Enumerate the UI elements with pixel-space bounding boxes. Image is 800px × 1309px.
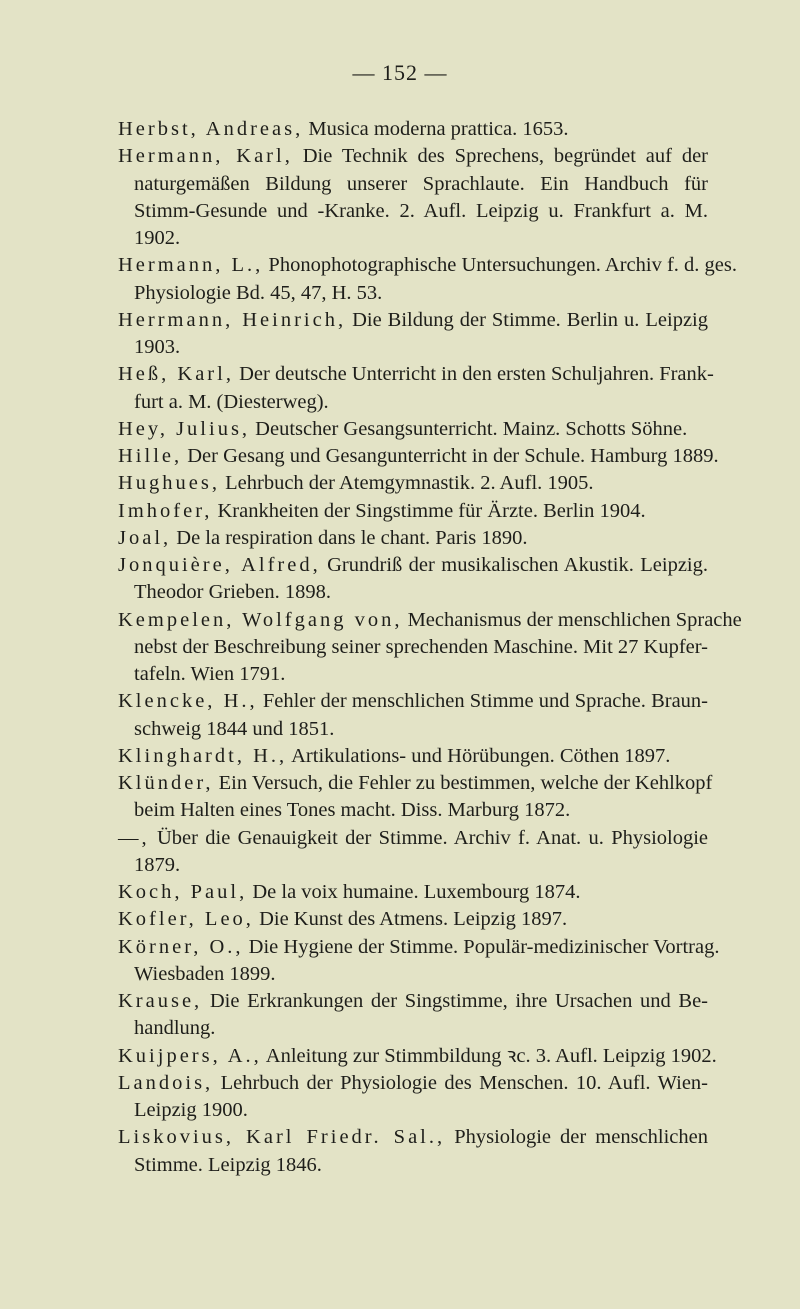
- entry-text: De la voix humaine. Luxembourg 1874.: [252, 881, 581, 903]
- entry-text: Ein Versuch, die Fehler zu bestimmen, welche der Kehlkopf: [218, 772, 713, 794]
- entry-line: [118, 634, 708, 661]
- entry-text: nebst der Beschreibung seiner sprechenden Maschine. Mit 27 Kupfer-: [134, 635, 708, 658]
- entry-line: [118, 770, 713, 797]
- entry-author: Klinghardt, H.,: [118, 744, 288, 767]
- entry-text: Über die Genauigkeit der Stimme. Archiv f. Anat. u. Physiologie: [156, 826, 709, 849]
- entry-author: Klünder,: [118, 772, 214, 794]
- entry-text: Fehler der menschlichen Stimme und Sprache. Braun-: [262, 690, 709, 713]
- entry-text: tafeln. Wien 1791.: [134, 663, 286, 685]
- entry-line: [118, 198, 708, 225]
- bibliography-entry: [118, 1070, 708, 1125]
- entry-text: Grundriß der musikalischen Akustik. Leipzig.: [327, 554, 708, 576]
- entry-text: De la respiration dans le chant. Paris 1890.: [176, 526, 528, 549]
- entry-line: [118, 1097, 708, 1124]
- entry-author: Hille,: [118, 445, 183, 467]
- entry-text: 1902.: [134, 227, 181, 249]
- bibliography-entry: [118, 252, 737, 307]
- entry-line: [118, 879, 708, 906]
- entry-text: Musica moderna prattica. 1653.: [308, 118, 569, 140]
- entry-text: Die Hygiene der Stimme. Populär-medizinischer Vortrag.: [248, 935, 720, 958]
- entry-text: Stimm-Gesunde und -Kranke. 2. Aufl. Leipzig u. Frankfurt a. M.: [134, 199, 708, 222]
- bibliography-entry: [118, 443, 719, 470]
- entry-line: [118, 825, 708, 852]
- entry-line: [118, 443, 719, 470]
- bibliography-list: [118, 116, 742, 1179]
- bibliography-entry: [118, 1124, 708, 1179]
- entry-author: Koch, Paul,: [118, 881, 248, 903]
- entry-author: Hermann, L.,: [118, 254, 264, 277]
- entry-line: [118, 171, 708, 198]
- entry-text: furt a. M. (Diesterweg).: [134, 390, 329, 413]
- entry-line: [118, 716, 708, 743]
- entry-author: Herrmann, Heinrich,: [118, 308, 347, 331]
- entry-author: Heß, Karl,: [118, 363, 234, 386]
- entry-line: [118, 797, 708, 824]
- bibliography-entry: [118, 988, 708, 1043]
- entry-line: [118, 934, 720, 961]
- entry-author: Hermann, Karl,: [118, 145, 293, 168]
- entry-author: Kempelen, Wolfgang von,: [118, 608, 403, 631]
- bibliography-entry: [118, 906, 708, 933]
- bibliography-entry: [118, 307, 708, 362]
- entry-text: schweig 1844 und 1851.: [134, 717, 335, 740]
- entry-line: [118, 852, 708, 879]
- bibliography-entry: [118, 470, 708, 497]
- bibliography-entry: [118, 607, 742, 689]
- page-number: — 152 —: [352, 60, 448, 85]
- entry-text: Phonophotographische Untersuchungen. Archiv f. d. ges.: [268, 254, 737, 277]
- bibliography-entry: [118, 498, 708, 525]
- entry-text: Krankheiten der Singstimme für Ärzte. Berlin 1904.: [217, 499, 646, 522]
- entry-line: [118, 607, 742, 634]
- entry-text: Die Erkrankungen der Singstimme, ihre Ursachen und Be-: [209, 990, 709, 1012]
- bibliography-entry: [118, 116, 708, 143]
- entry-text: Lehrbuch der Physiologie des Menschen. 10. Aufl. Wien-: [220, 1071, 708, 1094]
- entry-text: Der deutsche Unterricht in den ersten Schuljahren. Frank-: [239, 363, 714, 386]
- entry-author: Krause,: [118, 990, 203, 1012]
- bibliography-entry: [118, 934, 720, 989]
- entry-line: [118, 361, 714, 388]
- entry-line: [118, 1152, 708, 1179]
- entry-text: Lehrbuch der Atemgymnastik. 2. Aufl. 1905.: [225, 472, 594, 495]
- entry-line: [118, 1124, 708, 1151]
- entry-line: [118, 688, 708, 715]
- entry-author: —,: [118, 826, 150, 849]
- bibliography-entry: [118, 525, 708, 552]
- entry-line: [118, 1043, 717, 1070]
- entry-line: [118, 307, 708, 334]
- entry-line: [118, 552, 708, 579]
- entry-author: Klencke, H.,: [118, 690, 258, 713]
- entry-line: [118, 416, 708, 443]
- bibliography-entry: [118, 143, 708, 252]
- entry-author: Liskovius, Karl Friedr. Sal.,: [118, 1126, 446, 1149]
- bibliography-entry: [118, 688, 708, 743]
- entry-line: [118, 280, 708, 307]
- bibliography-entry: [118, 743, 708, 770]
- entry-line: [118, 470, 708, 497]
- bibliography-entry: [118, 552, 708, 607]
- entry-text: handlung.: [134, 1017, 216, 1040]
- entry-author: Kuijpers, A.,: [118, 1044, 262, 1067]
- bibliography-entry: [118, 879, 708, 906]
- entry-text: 1879.: [134, 853, 181, 876]
- entry-text: Leipzig 1900.: [134, 1099, 248, 1121]
- entry-text: Physiologie Bd. 45, 47, H. 53.: [134, 281, 383, 304]
- entry-line: [118, 579, 708, 606]
- entry-author: Landois,: [118, 1071, 214, 1094]
- entry-line: [118, 1015, 708, 1042]
- entry-text: Physiologie der menschlichen: [454, 1126, 708, 1149]
- entry-text: naturgemäßen Bildung unserer Sprachlaute. Ein Handbuch für: [134, 172, 708, 195]
- entry-author: Imhofer,: [118, 499, 213, 522]
- entry-text: Deutscher Gesangsunterricht. Mainz. Schotts Söhne.: [255, 417, 688, 440]
- entry-author: Kofler, Leo,: [118, 908, 254, 931]
- entry-text: beim Halten eines Tones macht. Diss. Marburg 1872.: [134, 799, 571, 822]
- entry-line: [118, 389, 708, 416]
- entry-line: [118, 961, 708, 988]
- entry-line: [118, 988, 708, 1015]
- entry-text: Stimme. Leipzig 1846.: [134, 1153, 322, 1176]
- entry-author: Hey, Julius,: [118, 417, 251, 440]
- entry-line: [118, 1070, 708, 1097]
- entry-text: Die Bildung der Stimme. Berlin u. Leipzig: [352, 308, 709, 331]
- entry-line: [118, 498, 708, 525]
- entry-text: Theodor Grieben. 1898.: [134, 581, 331, 604]
- bibliography-entry: [118, 1043, 717, 1070]
- entry-line: [118, 334, 708, 361]
- entry-text: Die Technik des Sprechens, begründet auf der: [302, 145, 709, 168]
- bibliography-entry: [118, 416, 708, 443]
- entry-text: Die Kunst des Atmens. Leipzig 1897.: [259, 908, 568, 931]
- entry-text: 1903.: [134, 336, 181, 358]
- entry-line: [118, 525, 708, 552]
- bibliography-entry: [118, 825, 708, 880]
- entry-line: [118, 661, 708, 688]
- entry-author: Körner, O.,: [118, 935, 244, 958]
- entry-line: [118, 143, 708, 170]
- bibliography-entry: [118, 770, 713, 825]
- entry-text: Anleitung zur Stimmbildung ꝛc. 3. Aufl. Leipzig 1902.: [265, 1044, 717, 1067]
- entry-text: Mechanismus der menschlichen Sprache: [407, 608, 742, 631]
- entry-line: [118, 906, 708, 933]
- entry-line: [118, 116, 708, 143]
- entry-author: Joal,: [118, 526, 172, 549]
- entry-author: Hughues,: [118, 472, 221, 495]
- entry-line: [118, 225, 708, 252]
- entry-author: Herbst, Andreas,: [118, 118, 304, 140]
- entry-line: [118, 252, 737, 279]
- entry-line: [118, 743, 708, 770]
- entry-text: Der Gesang und Gesangunterricht in der Schule. Hamburg 1889.: [187, 445, 719, 467]
- bibliography-entry: [118, 361, 714, 416]
- entry-author: Jonquière, Alfred,: [118, 554, 321, 576]
- entry-text: Wiesbaden 1899.: [134, 962, 276, 985]
- entry-text: Artikulations- und Hörübungen. Cöthen 1897.: [291, 744, 671, 767]
